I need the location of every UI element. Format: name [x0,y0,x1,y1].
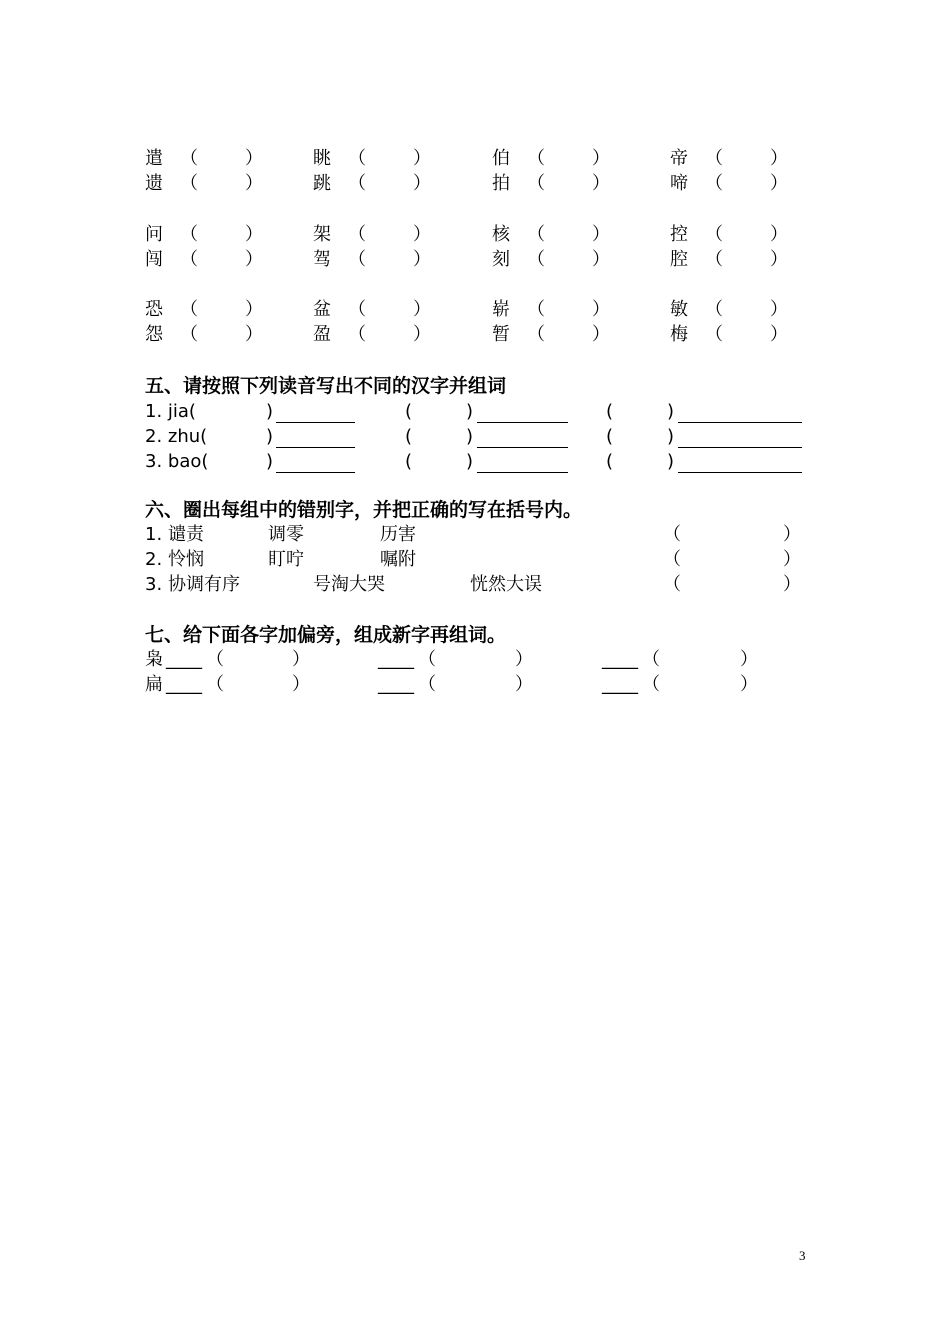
answer-close-paren[interactable]: ） [592,299,610,320]
radical-blank[interactable]: ____ [378,649,414,670]
word-answer-line[interactable] [678,408,802,423]
word-answer-line[interactable] [276,458,355,473]
answer-close-paren[interactable]: ) [667,401,675,422]
item-number: 2. [145,549,163,570]
answer-open-paren: （ [348,249,366,270]
grid-character: 梅 [670,324,688,345]
answer-open-paren: （ [663,524,681,545]
word-answer-line[interactable] [477,458,568,473]
answer-open-paren: （ [527,324,545,345]
page-number: 3 [799,1248,806,1263]
word-answer-line[interactable] [678,458,802,473]
answer-open-paren: （ [418,674,436,695]
answer-close-paren[interactable]: ） [515,649,533,670]
grid-character: 拍 [492,173,510,194]
base-character: 枭 [145,649,163,670]
grid-character: 啼 [670,173,688,194]
answer-close-paren[interactable]: ) [466,401,474,422]
item-number: 1. [145,524,163,545]
grid-character: 腔 [670,249,688,270]
grid-character: 控 [670,224,688,245]
answer-open-paren: （ [180,299,198,320]
answer-open-paren: （ [348,299,366,320]
answer-close-paren[interactable]: ） [592,249,610,270]
word-answer-line[interactable] [276,433,355,448]
answer-open-paren: （ [348,224,366,245]
answer-close-paren[interactable]: ） [783,574,801,595]
answer-close-paren[interactable]: ） [245,249,263,270]
radical-blank[interactable]: ____ [166,649,202,670]
answer-open-paren: （ [206,674,224,695]
answer-close-paren[interactable]: ） [770,173,788,194]
answer-open-paren: （ [705,173,723,194]
section-5-title: 五、请按照下列读音写出不同的汉字并组词 [145,375,507,397]
word-item[interactable]: 调零 [268,524,304,545]
grid-character: 驾 [313,249,331,270]
answer-close-paren[interactable]: ) [667,426,675,447]
word-item[interactable]: 协调有序 [168,574,240,595]
answer-close-paren[interactable]: ） [783,549,801,570]
answer-open-paren: （ [418,649,436,670]
answer-open-paren: （ [527,299,545,320]
grid-character: 跳 [313,173,331,194]
answer-close-paren[interactable]: ) [466,451,474,472]
word-item[interactable]: 怜悯 [168,549,204,570]
answer-open-paren: （ [206,649,224,670]
word-item[interactable]: 盯咛 [268,549,304,570]
answer-close-paren[interactable]: ） [292,649,310,670]
answer-open-paren: （ [180,148,198,169]
answer-open-paren: （ [705,299,723,320]
word-item[interactable]: 谴责 [168,524,204,545]
answer-open-paren: （ [348,324,366,345]
answer-close-paren[interactable]: ） [740,674,758,695]
answer-open-paren: （ [527,224,545,245]
answer-close-paren[interactable]: ） [413,299,431,320]
word-item[interactable]: 历害 [380,524,416,545]
grid-character: 盈 [313,324,331,345]
answer-open-paren: （ [180,224,198,245]
section-6-title: 六、圈出每组中的错别字，并把正确的写在括号内。 [145,499,583,521]
radical-blank[interactable]: ____ [166,674,202,695]
answer-close-paren[interactable]: ） [292,674,310,695]
word-answer-line[interactable] [678,433,802,448]
answer-close-paren[interactable]: ) [667,451,675,472]
answer-close-paren[interactable]: ） [592,224,610,245]
answer-close-paren[interactable]: ) [266,426,274,447]
answer-open-paren: ( [405,401,413,422]
answer-open-paren: （ [642,649,660,670]
answer-close-paren[interactable]: ） [413,173,431,194]
base-character: 扁 [145,674,163,695]
answer-open-paren: （ [180,324,198,345]
section-7-title: 七、给下面各字加偏旁，组成新字再组词。 [145,624,507,646]
word-item[interactable]: 恍然大误 [470,574,542,595]
answer-open-paren: （ [180,249,198,270]
grid-character: 刻 [492,249,510,270]
answer-close-paren[interactable]: ） [592,324,610,345]
answer-open-paren: ( [606,451,614,472]
answer-close-paren[interactable]: ） [413,224,431,245]
word-item[interactable]: 嘱附 [380,549,416,570]
answer-close-paren[interactable]: ) [266,401,274,422]
answer-close-paren[interactable]: ） [245,324,263,345]
answer-open-paren: ( [606,426,614,447]
answer-open-paren: （ [527,249,545,270]
word-answer-line[interactable] [477,433,568,448]
grid-character: 遣 [145,148,163,169]
radical-blank[interactable]: ____ [378,674,414,695]
answer-close-paren[interactable]: ） [413,148,431,169]
grid-character: 暂 [492,324,510,345]
answer-open-paren: ( [606,401,614,422]
answer-close-paren[interactable]: ) [466,426,474,447]
answer-close-paren[interactable]: ） [770,224,788,245]
answer-close-paren[interactable]: ） [783,524,801,545]
answer-close-paren[interactable]: ） [592,173,610,194]
answer-open-paren: （ [527,173,545,194]
answer-close-paren[interactable]: ） [592,148,610,169]
answer-open-paren: ( [405,451,413,472]
answer-open-paren: （ [348,148,366,169]
answer-close-paren[interactable]: ） [740,649,758,670]
word-item[interactable]: 号淘大哭 [313,574,385,595]
answer-open-paren: （ [527,148,545,169]
grid-character: 怨 [145,324,163,345]
answer-close-paren[interactable]: ） [245,148,263,169]
pinyin-label: 3. bao( [145,451,209,472]
answer-close-paren[interactable]: ） [245,173,263,194]
radical-blank[interactable]: ____ [602,674,638,695]
grid-character: 架 [313,224,331,245]
answer-close-paren[interactable]: ） [245,299,263,320]
grid-character: 恐 [145,299,163,320]
grid-character: 闯 [145,249,163,270]
answer-close-paren[interactable]: ） [413,324,431,345]
answer-open-paren: （ [705,148,723,169]
answer-close-paren[interactable]: ） [770,299,788,320]
grid-character: 遗 [145,173,163,194]
answer-open-paren: （ [663,574,681,595]
answer-close-paren[interactable]: ） [770,249,788,270]
answer-open-paren: ( [405,426,413,447]
answer-close-paren[interactable]: ） [770,324,788,345]
answer-open-paren: （ [180,173,198,194]
grid-character: 问 [145,224,163,245]
answer-close-paren[interactable]: ） [245,224,263,245]
answer-open-paren: （ [705,224,723,245]
grid-character: 伯 [492,148,510,169]
answer-open-paren: （ [663,549,681,570]
answer-close-paren[interactable]: ) [266,451,274,472]
item-number: 3. [145,574,163,595]
pinyin-label: 2. zhu( [145,426,208,447]
grid-character: 盆 [313,299,331,320]
answer-close-paren[interactable]: ） [770,148,788,169]
answer-open-paren: （ [705,249,723,270]
answer-open-paren: （ [348,173,366,194]
answer-close-paren[interactable]: ） [515,674,533,695]
word-answer-line[interactable] [276,408,355,423]
answer-close-paren[interactable]: ） [413,249,431,270]
grid-character: 眺 [313,148,331,169]
grid-character: 核 [492,224,510,245]
grid-character: 敏 [670,299,688,320]
pinyin-label: 1. jia( [145,401,196,422]
answer-open-paren: （ [642,674,660,695]
word-answer-line[interactable] [477,408,568,423]
grid-character: 帝 [670,148,688,169]
radical-blank[interactable]: ____ [602,649,638,670]
answer-open-paren: （ [705,324,723,345]
grid-character: 崭 [492,299,510,320]
